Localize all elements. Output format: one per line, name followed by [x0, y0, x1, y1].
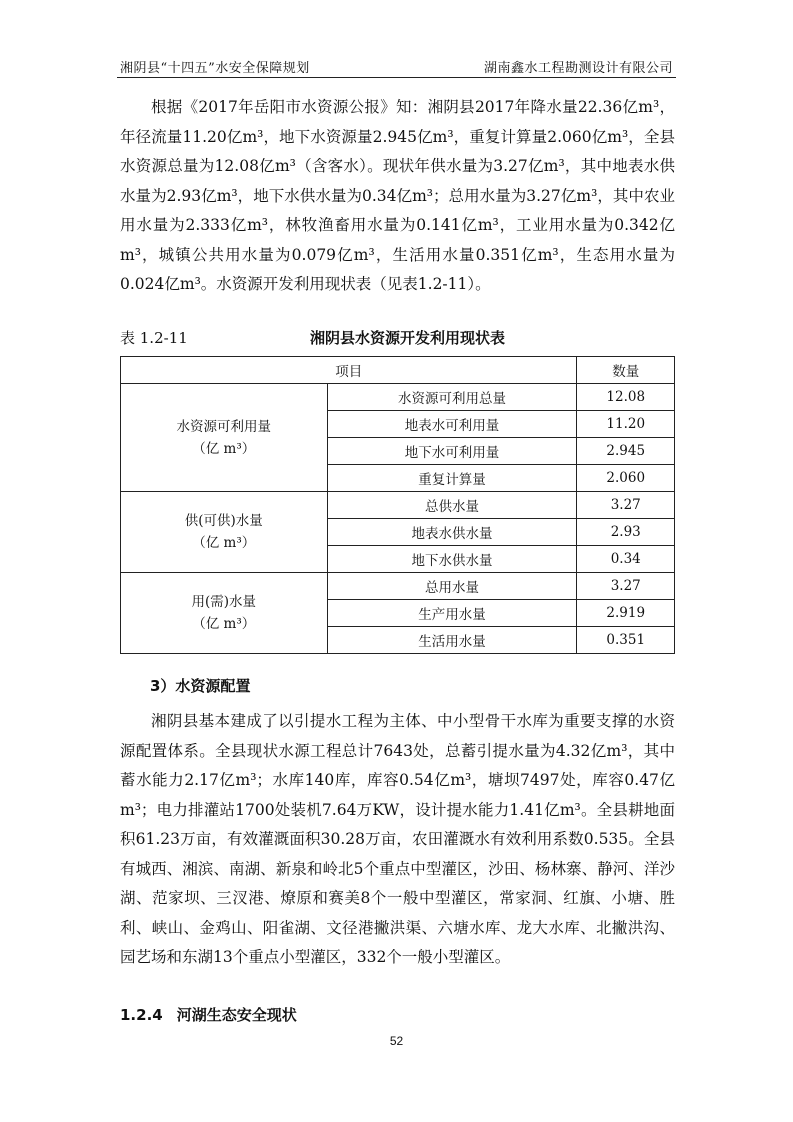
header-rule [117, 77, 676, 78]
row-value: 3.27 [577, 492, 675, 519]
section-number: 1.2.4 [120, 1006, 163, 1024]
table-row [121, 573, 675, 600]
group-cell [121, 492, 328, 573]
row-label: 地下水供水量 [327, 546, 577, 573]
section-title: 河湖生态安全现状 [176, 1006, 297, 1024]
header-value-cell: 数量 [577, 357, 675, 384]
row-value: 12.08 [577, 384, 675, 411]
section-heading [120, 1004, 297, 1025]
row-label: 总供水量 [327, 492, 577, 519]
group-name: 供(可供)水量 [184, 513, 263, 529]
table-number: 表 1.2-11 [120, 329, 188, 347]
group-unit: （亿 m³） [192, 440, 256, 457]
row-value: 2.060 [577, 465, 675, 492]
table-row [121, 492, 675, 519]
group-unit: （亿 m³） [192, 616, 256, 632]
row-label: 地表水供水量 [327, 519, 577, 546]
group-cell [121, 573, 328, 654]
group-name: 用(需)水量 [191, 594, 257, 610]
row-value: 3.27 [577, 573, 675, 600]
header-title-right: 湖南鑫水工程勘测设计有限公司 [483, 61, 673, 76]
allocation-paragraph: 湘阴县基本建成了以引提水工程为主体、中小型骨干水库为重要支撑的水资源配置体系。全县现状水源工程总计7643处，总蓄引提水量为4.32亿m³，其中蓄水能力2.17亿m³；水库140库，库容0.54亿m³，塘坝7497处，库容0.47亿m³；电力排灌站1700处装机7.64万KW，设计提水能力1.41亿m³。全县耕地面积61.23万亩，有效灌溉面积30.28万亩，农田灌溉水有效利用系数0.535。全县有城西、湘滨、南湖、新泉和岭北5个重点中型灌区，沙田、杨林寨、静河、洋沙湖、范家坝、三汊港、燎原和赛美8个一般中型灌区，常家洞、红旗、小塘、胜利、峡山、金鸡山、阳雀湖、文径港撇洪渠、六塘水库、龙大水库、北撇洪沟、园艺场和东湖13个重点小型灌区，332个一般小型灌区。 [120, 712, 675, 966]
intro-paragraph: 根据《2017年岳阳市水资源公报》知：湘阴县2017年降水量22.36亿m³，年径流量11.20亿m³，地下水资源量2.945亿m³，重复计算量2.060亿m³，全县水资源总量为12.08亿m³（含客水）。现状年供水量为3.27亿m³，其中地表水供水量为2.93亿m³，地下水供水量为0.34亿m³；总用水量为3.27亿m³，其中农业用水量为2.333亿m³，林牧渔畜用水量为0.141亿m³，工业用水量为0.342亿m³，城镇公共用水量为0.079亿m³，生活用水量0.351亿m³，生态用水量为0.024亿m³。水资源开发利用现状表（见表1.2-11）。 [120, 98, 675, 293]
row-label: 水资源可利用总量 [327, 384, 577, 411]
row-value: 2.945 [577, 438, 675, 465]
table-row [121, 384, 675, 411]
row-value: 2.919 [577, 600, 675, 627]
row-value: 2.93 [577, 519, 675, 546]
subheading: 3）水资源配置 [150, 677, 251, 695]
page-number: 52 [389, 1034, 404, 1048]
table-title: 湘阴县水资源开发利用现状表 [310, 329, 506, 347]
row-label: 重复计算量 [327, 465, 577, 492]
row-label: 地表水可利用量 [327, 411, 577, 438]
table-header-row [121, 357, 675, 384]
row-label: 地下水可利用量 [327, 438, 577, 465]
row-label: 生活用水量 [327, 627, 577, 654]
header-title-left: 湘阴县“十四五”水安全保障规划 [120, 61, 310, 76]
water-resources-table [120, 356, 675, 654]
table-caption [120, 327, 675, 349]
row-label: 总用水量 [327, 573, 577, 600]
row-value: 0.34 [577, 546, 675, 573]
group-unit: （亿 m³） [192, 535, 256, 551]
row-value: 0.351 [577, 627, 675, 654]
group-cell [121, 384, 328, 492]
group-name: 水资源可利用量 [176, 418, 271, 435]
row-label: 生产用水量 [327, 600, 577, 627]
header-item-cell: 项目 [121, 357, 577, 384]
row-value: 11.20 [577, 411, 675, 438]
